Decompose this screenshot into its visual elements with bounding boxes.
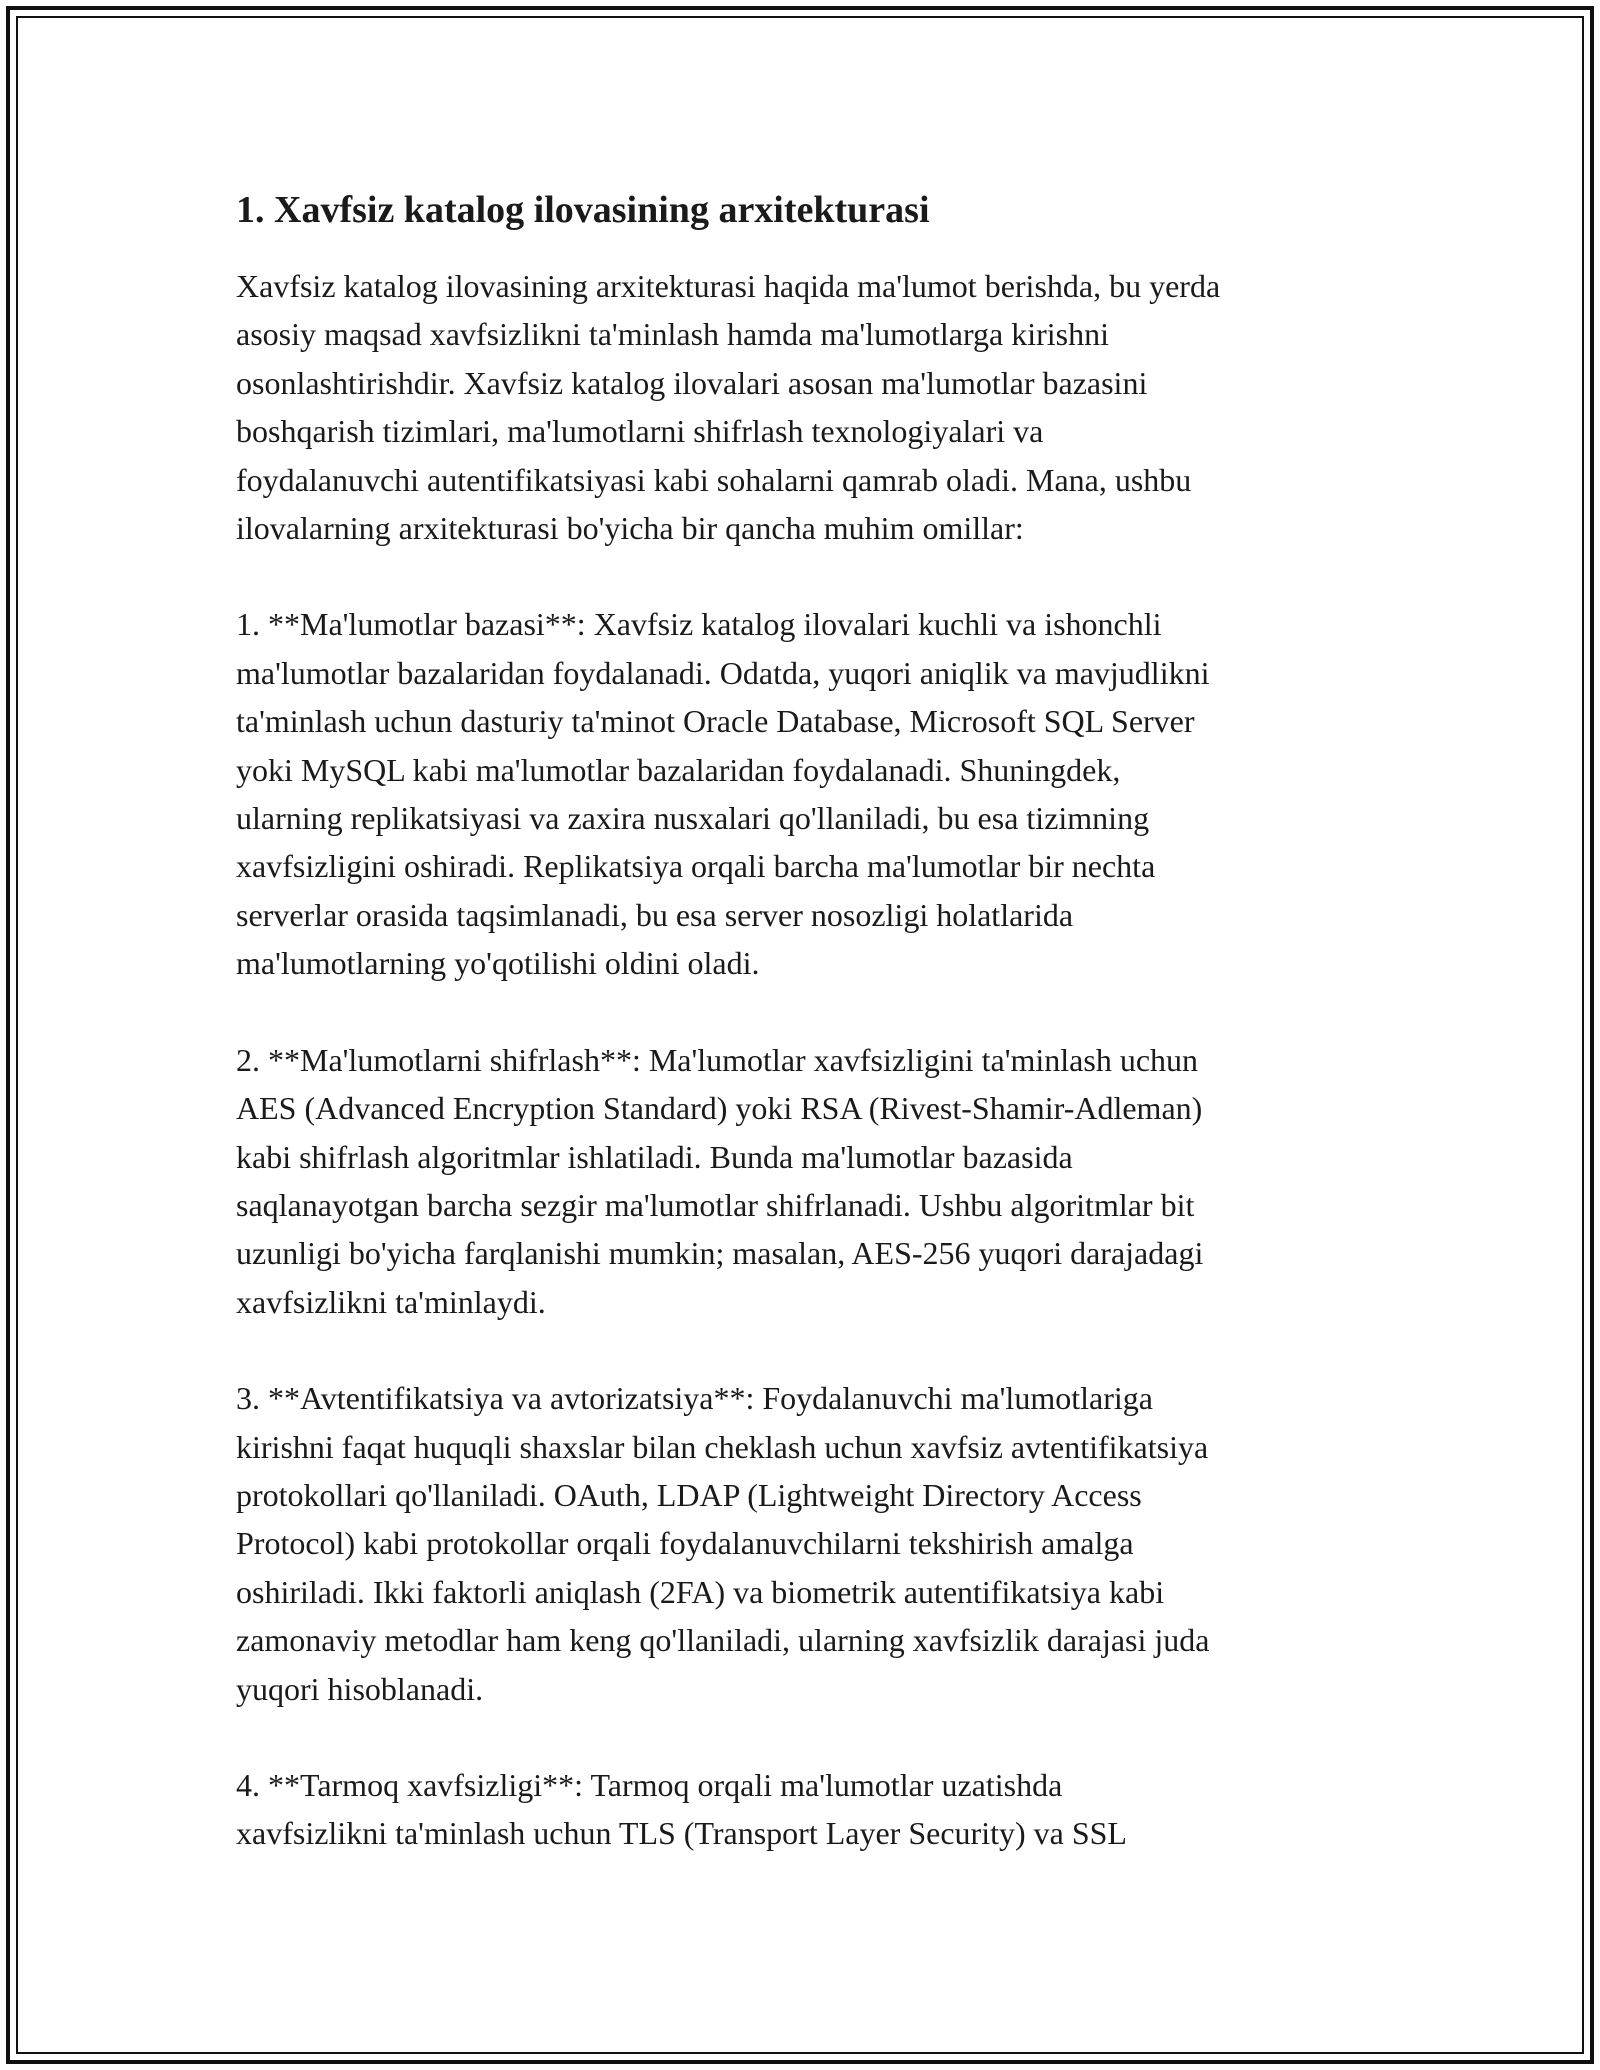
text-line: protokollari qo'llaniladi. OAuth, LDAP (Lightweight Directory Access xyxy=(236,1476,1142,1513)
text-line: 1. **Ma'lumotlar bazasi**: Xavfsiz katalog ilovalari kuchli va ishonchli xyxy=(236,606,1162,643)
text-line: asosiy maqsad xavfsizlikni ta'minlash hamda ma'lumotlarga kirishni xyxy=(236,316,1109,353)
database-paragraph xyxy=(236,600,1376,987)
text-line: foydalanuvchi autentifikatsiyasi kabi sohalarni qamrab oladi. Mana, ushbu xyxy=(236,461,1192,498)
text-line: Protocol) kabi protokollar orqali foydalanuvchilarni tekshirish amalga xyxy=(236,1525,1134,1562)
intro-paragraph xyxy=(236,262,1376,552)
text-line: yoki MySQL kabi ma'lumotlar bazalaridan foydalanadi. Shuningdek, xyxy=(236,751,1121,788)
text-line: ta'minlash uchun dasturiy ta'minot Oracle Database, Microsoft SQL Server xyxy=(236,703,1195,740)
text-line: kabi shifrlash algoritmlar ishlatiladi. Bunda ma'lumotlar bazasida xyxy=(236,1138,1073,1175)
text-line: yuqori hisoblanadi. xyxy=(236,1670,484,1707)
text-line: serverlar orasida taqsimlanadi, bu esa server nosozligi holatlarida xyxy=(236,896,1074,933)
text-line: saqlanayotgan barcha sezgir ma'lumotlar shifrlanadi. Ushbu algoritmlar bit xyxy=(236,1186,1195,1223)
section-heading: 1. Xavfsiz katalog ilovasining arxitekturasi xyxy=(236,189,930,231)
text-line: osonlashtirishdir. Xavfsiz katalog ilovalari asosan ma'lumotlar bazasini xyxy=(236,364,1148,401)
text-line: xavfsizligini oshiradi. Replikatsiya orqali barcha ma'lumotlar bir nechta xyxy=(236,848,1156,885)
encryption-paragraph xyxy=(236,1036,1376,1326)
text-line: 3. **Avtentifikatsiya va avtorizatsiya**: Foydalanuvchi ma'lumotlariga xyxy=(236,1380,1153,1417)
text-line: ularning replikatsiyasi va zaxira nusxalari qo'llaniladi, bu esa tizimning xyxy=(236,800,1150,837)
authentication-paragraph xyxy=(236,1374,1376,1713)
text-line: 2. **Ma'lumotlarni shifrlash**: Ma'lumotlar xavfsizligini ta'minlash uchun xyxy=(236,1041,1199,1078)
text-line: ma'lumotlar bazalaridan foydalanadi. Odatda, yuqori aniqlik va mavjudlikni xyxy=(236,654,1210,691)
text-line: xavfsizlikni ta'minlash uchun TLS (Transport Layer Security) va SSL xyxy=(236,1815,1127,1852)
text-line: ilovalarning arxitekturasi bo'yicha bir qancha muhim omillar: xyxy=(236,510,1024,547)
text-line: ma'lumotlarning yo'qotilishi oldini oladi. xyxy=(236,945,760,982)
text-line: AES (Advanced Encryption Standard) yoki RSA (Rivest-Shamir-Adleman) xyxy=(236,1090,1203,1127)
text-line: xavfsizlikni ta'minlaydi. xyxy=(236,1283,546,1320)
text-line: 4. **Tarmoq xavfsizligi**: Tarmoq orqali ma'lumotlar uzatishda xyxy=(236,1766,1063,1803)
text-line: boshqarish tizimlari, ma'lumotlarni shifrlash texnologiyalari va xyxy=(236,413,1044,450)
text-line: kirishni faqat huquqli shaxslar bilan cheklash uchun xavfsiz avtentifikatsiya xyxy=(236,1428,1209,1465)
document-body xyxy=(236,186,1376,1906)
text-line: Xavfsiz katalog ilovasining arxitekturasi haqida ma'lumot berishda, bu yerda xyxy=(236,268,1221,304)
network-security-paragraph xyxy=(236,1761,1376,1858)
text-line: uzunligi bo'yicha farqlanishi mumkin; masalan, AES-256 yuqori darajadagi xyxy=(236,1235,1204,1272)
text-line: oshiriladi. Ikki faktorli aniqlash (2FA) va biometrik autentifikatsiya kabi xyxy=(236,1573,1165,1610)
text-line: zamonaviy metodlar ham keng qo'llaniladi, ularning xavfsizlik darajasi juda xyxy=(236,1622,1210,1659)
